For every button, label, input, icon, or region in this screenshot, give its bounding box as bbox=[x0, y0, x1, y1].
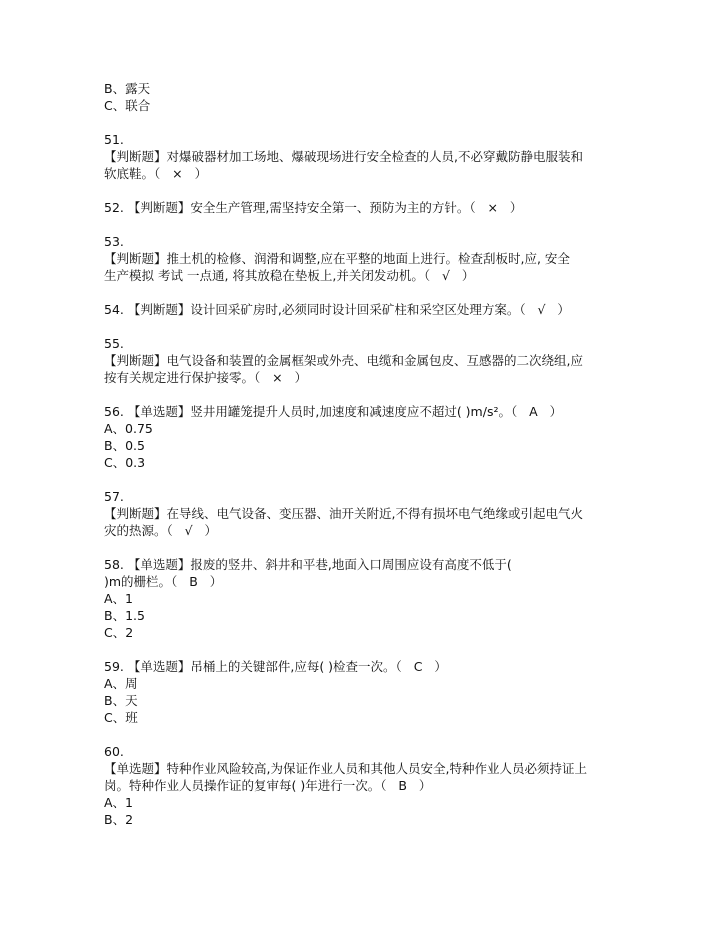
question-text: )m的栅栏。（ B ） bbox=[104, 574, 223, 589]
question-text: 【判断题】电气设备和装置的金属框架或外壳、电缆和金属包皮、互感器的二次绕组,应 bbox=[104, 353, 583, 368]
question-number: 51. bbox=[104, 132, 124, 147]
question-text: 【判断题】推土机的检修、润滑和调整,应在平整的地面上进行。检查刮板时,应, 安全 bbox=[104, 251, 570, 266]
option-line: A、0.75 bbox=[104, 421, 153, 436]
question-text: 56. 【单选题】竖井用罐笼提升人员时,加速度和减速度应不超过( )m/s²。（ A ） bbox=[104, 404, 563, 419]
question-text: 59. 【单选题】吊桶上的关键部件,应每( )检查一次。（ C ） bbox=[104, 659, 447, 674]
question-text: 54. 【判断题】设计回采矿房时,必须同时设计回采矿柱和采空区处理方案。（ √ ） bbox=[104, 302, 570, 317]
option-line: A、周 bbox=[104, 676, 138, 691]
question-text: 软底鞋。（ × ） bbox=[104, 166, 208, 181]
option-line: B、1.5 bbox=[104, 608, 145, 623]
option-line: C、联合 bbox=[104, 98, 151, 113]
question-text: 【判断题】在导线、电气设备、变压器、油开关附近,不得有损坏电气绝缘或引起电气火 bbox=[104, 506, 583, 521]
question-text: 58. 【单选题】报废的竖井、斜井和平巷,地面入口周围应设有高度不低于( bbox=[104, 557, 512, 572]
option-line: A、1 bbox=[104, 591, 134, 606]
question-number: 60. bbox=[104, 744, 124, 759]
question-text: 灾的热源。（ √ ） bbox=[104, 523, 218, 538]
option-line: C、2 bbox=[104, 625, 134, 640]
option-line: C、班 bbox=[104, 710, 138, 725]
option-line: B、2 bbox=[104, 812, 134, 827]
question-text: 按有关规定进行保护接零。（ × ） bbox=[104, 370, 308, 385]
option-line: B、露天 bbox=[104, 81, 151, 96]
option-line: C、0.3 bbox=[104, 455, 146, 470]
question-text: 岗。特种作业人员操作证的复审每( )年进行一次。（ B ） bbox=[104, 778, 432, 793]
option-line: A、1 bbox=[104, 795, 134, 810]
question-text: 生产模拟 考试 一点通, 将其放稳在垫板上,并关闭发动机。（ √ ） bbox=[104, 268, 475, 283]
option-line: B、0.5 bbox=[104, 438, 145, 453]
question-number: 55. bbox=[104, 336, 124, 351]
document-page bbox=[104, 80, 614, 828]
question-text: 【单选题】特种作业风险较高,为保证作业人员和其他人员安全,特种作业人员必须持证上 bbox=[104, 761, 587, 776]
question-number: 53. bbox=[104, 234, 124, 249]
option-line: B、天 bbox=[104, 693, 138, 708]
question-text: 【判断题】对爆破器材加工场地、爆破现场进行安全检查的人员,不必穿戴防静电服装和 bbox=[104, 149, 583, 164]
question-text: 52. 【判断题】安全生产管理,需坚持安全第一、预防为主的方针。（ × ） bbox=[104, 200, 523, 215]
question-number: 57. bbox=[104, 489, 124, 504]
